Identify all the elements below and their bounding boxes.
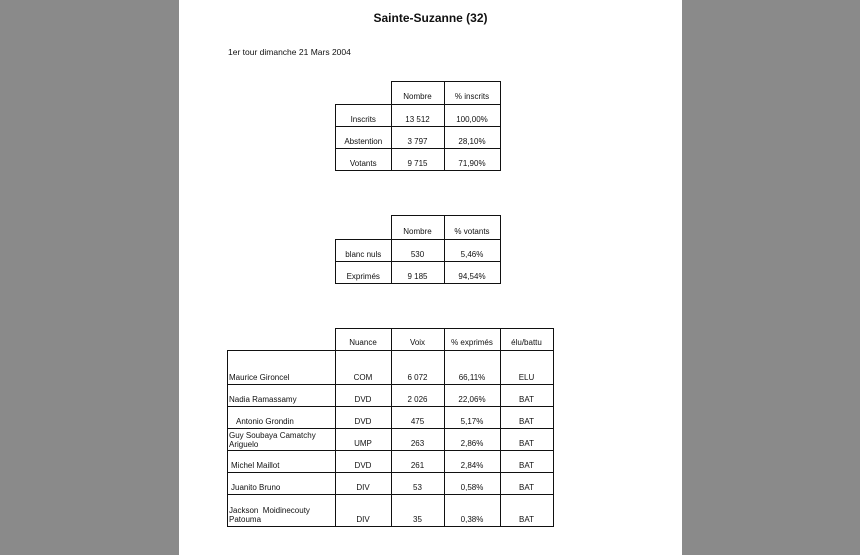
nombre-cell: 13 512	[391, 105, 444, 127]
column-header: % exprimés	[444, 329, 500, 351]
pct-cell: 100,00%	[444, 105, 500, 127]
row-label: Votants	[336, 149, 392, 171]
pct-cell: 0,38%	[444, 495, 500, 527]
column-header: % inscrits	[444, 82, 500, 105]
nombre-cell: 9 185	[391, 262, 444, 284]
table-row	[336, 127, 501, 149]
column-header: Voix	[391, 329, 444, 351]
pct-cell: 22,06%	[444, 385, 500, 407]
column-header: % votants	[444, 216, 500, 240]
votants-table	[335, 215, 501, 284]
table-row	[228, 495, 554, 527]
row-label: blanc nuls	[336, 240, 392, 262]
candidate-name: Guy Soubaya Camatchy Ariguelo	[228, 429, 336, 451]
voix-cell: 2 026	[391, 385, 444, 407]
nuance-cell: COM	[335, 351, 391, 385]
status-cell: BAT	[500, 385, 553, 407]
candidate-name: Michel Maillot	[228, 451, 336, 473]
table-row	[336, 149, 501, 171]
candidate-name: Juanito Bruno	[228, 473, 336, 495]
table-row	[336, 105, 501, 127]
candidate-name: Maurice Gironcel	[228, 351, 336, 385]
table-row	[228, 473, 554, 495]
pct-cell: 5,17%	[444, 407, 500, 429]
pct-cell: 66,11%	[444, 351, 500, 385]
pct-cell: 5,46%	[444, 240, 500, 262]
row-label: Inscrits	[336, 105, 392, 127]
nombre-cell: 9 715	[391, 149, 444, 171]
page-title: Sainte-Suzanne (32)	[373, 11, 488, 25]
nuance-cell: DIV	[335, 495, 391, 527]
candidate-name: Nadia Ramassamy	[228, 385, 336, 407]
pct-cell: 0,58%	[444, 473, 500, 495]
nombre-cell: 530	[391, 240, 444, 262]
voix-cell: 53	[391, 473, 444, 495]
table-row	[336, 240, 501, 262]
column-header: Nuance	[335, 329, 391, 351]
nuance-cell: DVD	[335, 407, 391, 429]
status-cell: ELU	[500, 351, 553, 385]
results-table	[227, 328, 554, 527]
nombre-cell: 3 797	[391, 127, 444, 149]
voix-cell: 6 072	[391, 351, 444, 385]
voix-cell: 261	[391, 451, 444, 473]
row-label: Abstention	[336, 127, 392, 149]
row-label: Exprimés	[336, 262, 392, 284]
pct-cell: 2,86%	[444, 429, 500, 451]
column-header: Nombre	[391, 216, 444, 240]
column-header: élu/battu	[500, 329, 553, 351]
nuance-cell: UMP	[335, 429, 391, 451]
candidate-name: Jackson Moidinecouty Patouma	[228, 495, 336, 527]
column-header: Nombre	[391, 82, 444, 105]
status-cell: BAT	[500, 407, 553, 429]
inscrits-table	[335, 81, 501, 171]
nuance-cell: DVD	[335, 385, 391, 407]
pct-cell: 2,84%	[444, 451, 500, 473]
table-row	[228, 451, 554, 473]
voix-cell: 475	[391, 407, 444, 429]
status-cell: BAT	[500, 451, 553, 473]
nuance-cell: DVD	[335, 451, 391, 473]
status-cell: BAT	[500, 495, 553, 527]
pct-cell: 71,90%	[444, 149, 500, 171]
table-row	[228, 385, 554, 407]
election-date: 1er tour dimanche 21 Mars 2004	[228, 47, 351, 57]
table-row	[228, 351, 554, 385]
table-row	[336, 262, 501, 284]
voix-cell: 263	[391, 429, 444, 451]
table-row	[228, 407, 554, 429]
table-row	[228, 429, 554, 451]
candidate-name: Antonio Grondin	[228, 407, 336, 429]
pct-cell: 94,54%	[444, 262, 500, 284]
nuance-cell: DIV	[335, 473, 391, 495]
document-page	[179, 0, 682, 555]
pct-cell: 28,10%	[444, 127, 500, 149]
voix-cell: 35	[391, 495, 444, 527]
status-cell: BAT	[500, 429, 553, 451]
status-cell: BAT	[500, 473, 553, 495]
